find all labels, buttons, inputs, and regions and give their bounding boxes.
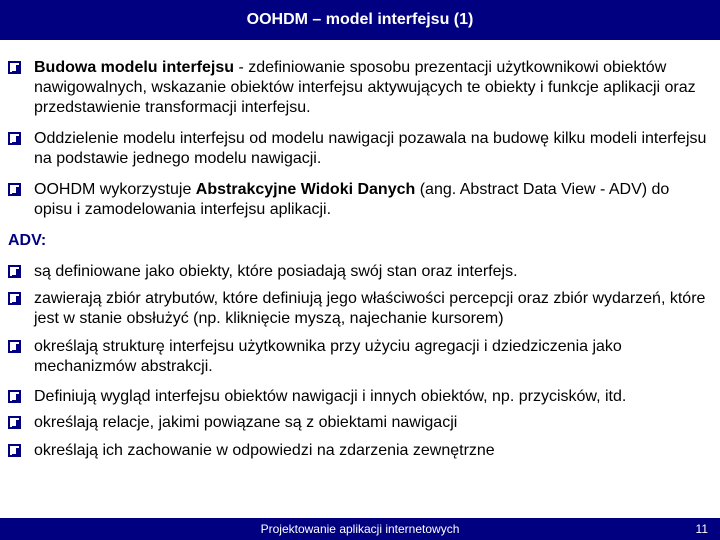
bullet-text: OOHDM wykorzystuje Abstrakcyjne Widoki Danych (ang. Abstract Data View - ADV) do opisu i zamodelowania interfejsu aplikacji. bbox=[34, 181, 670, 218]
adv-bullet bbox=[8, 413, 712, 433]
bullet-text: są definiowane jako obiekty, które posiadają swój stan oraz interfejs. bbox=[34, 263, 518, 280]
hollow-square-bullet-icon bbox=[8, 340, 21, 353]
hollow-square-bullet-icon bbox=[8, 416, 21, 429]
hollow-square-bullet-icon bbox=[8, 61, 21, 74]
title-bar bbox=[0, 0, 720, 40]
hollow-square-bullet-icon bbox=[8, 292, 21, 305]
bullet-separation bbox=[8, 129, 712, 169]
bullet-text: Budowa modelu interfejsu - zdefiniowanie sposobu prezentacji użytkownikowi obiektów nawigowalnych, wskazanie obiektów interfejsu aktywujących te obiekty i funkcje aplikacji oraz przedstawienie transformacji interfejsu. bbox=[34, 59, 696, 116]
slide-title: OOHDM – model interfejsu (1) bbox=[246, 11, 474, 28]
footer-bar bbox=[0, 518, 720, 540]
bullet-text: określają ich zachowanie w odpowiedzi na zdarzenia zewnętrzne bbox=[34, 442, 495, 459]
adv-bullet bbox=[8, 441, 712, 461]
section-label-adv: ADV: bbox=[8, 232, 47, 249]
bullet-adv-usage bbox=[8, 180, 712, 220]
bullet-text: Definiują wygląd interfejsu obiektów nawigacji i innych obiektów, np. przycisków, itd. bbox=[34, 388, 627, 405]
bullet-text: Oddzielenie modelu interfejsu od modelu nawigacji pozawala na budowę kilku modeli interfejsu na podstawie jednego modelu nawigacji. bbox=[34, 130, 707, 167]
adv-bullet bbox=[8, 262, 712, 282]
hollow-square-bullet-icon bbox=[8, 183, 21, 196]
adv-bullet bbox=[8, 289, 712, 329]
hollow-square-bullet-icon bbox=[8, 265, 21, 278]
hollow-square-bullet-icon bbox=[8, 390, 21, 403]
page-number: 11 bbox=[695, 522, 708, 536]
bullet-text: określają relacje, jakimi powiązane są z obiektami nawigacji bbox=[34, 414, 458, 431]
bullet-text: określają strukturę interfejsu użytkownika przy użyciu agregacji i dziedziczenia jako mechanizmów abstrakcji. bbox=[34, 338, 622, 375]
hollow-square-bullet-icon bbox=[8, 132, 21, 145]
hollow-square-bullet-icon bbox=[8, 444, 21, 457]
footer-course-title: Projektowanie aplikacji internetowych bbox=[260, 522, 460, 536]
bullet-interface-model bbox=[8, 58, 712, 118]
bullet-text: zawierają zbiór atrybutów, które definiują jego właściwości percepcji oraz zbiór wydarzeń, które jest w stanie obsłużyć (np. kliknięcie myszą, najechanie kursorem) bbox=[34, 290, 706, 327]
adv-bullet bbox=[8, 337, 712, 377]
adv-bullet bbox=[8, 387, 712, 407]
